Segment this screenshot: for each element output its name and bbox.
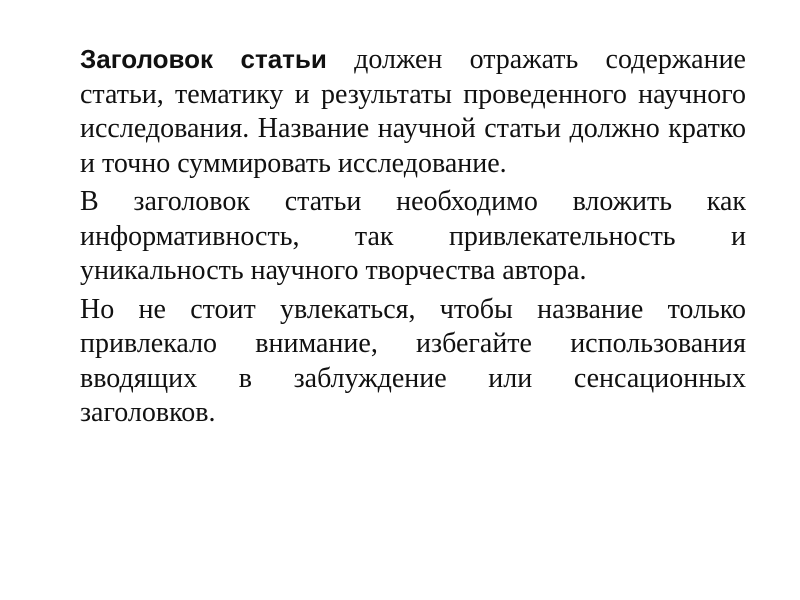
paragraph-3-text: Но не стоит увлекаться, чтобы название только привлекало внимание, избегайте использования вводящих в заблуждение или сенсационных заголовков. — [80, 293, 746, 428]
paragraph-1 — [80, 42, 746, 181]
paragraph-1-lead: Заголовок статьи — [80, 44, 327, 74]
paragraph-3 — [80, 293, 746, 431]
paragraph-2 — [80, 185, 746, 289]
paragraph-1-text: должен отражать содержание статьи, тематику и результаты проведенного научного исследования. Название научной статьи должно кратко и точно суммировать исследование. — [80, 44, 746, 179]
text-block — [80, 42, 746, 435]
paragraph-2-text: В заголовок статьи необходимо вложить как информативность, так привлекательность и уникальность научного творчества автора. — [80, 186, 746, 286]
